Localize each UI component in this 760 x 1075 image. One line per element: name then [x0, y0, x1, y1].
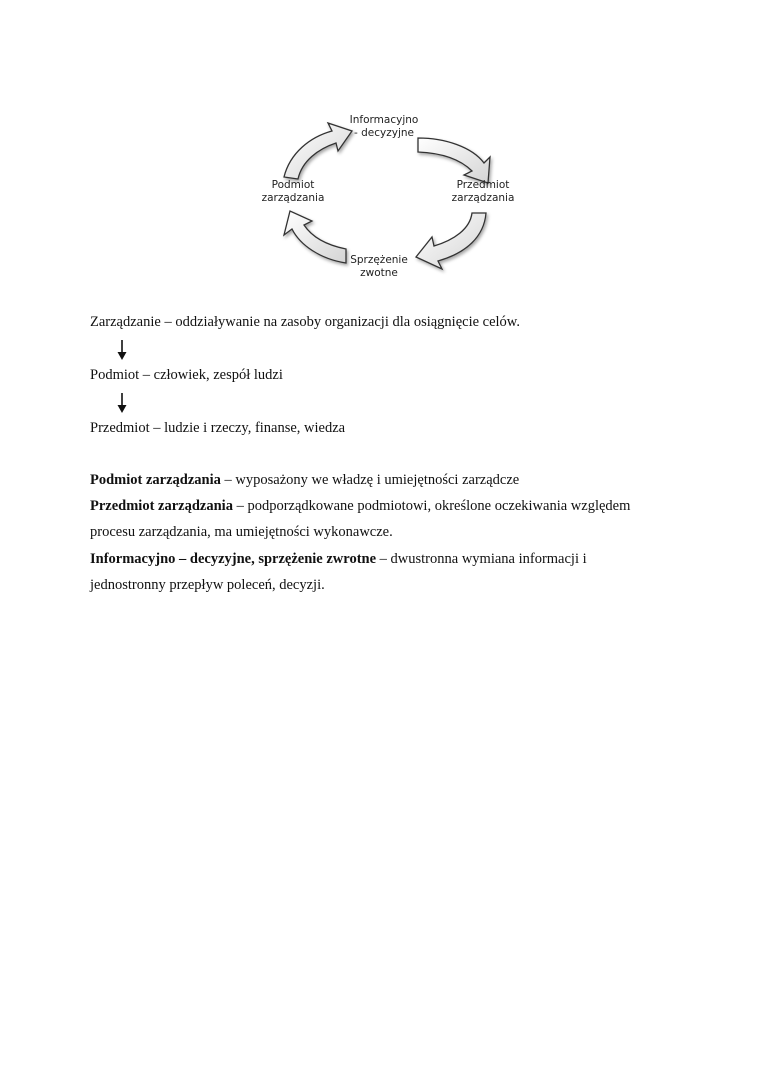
node-informacyjno-decyzyjne	[336, 114, 432, 140]
node-left-line2: zarządzania	[261, 192, 325, 204]
node-przedmiot-zarzadzania	[440, 179, 526, 205]
node-top-line2: - decyzyjne	[354, 127, 414, 139]
definition-text: – wyposażony we władzę i umiejętności zarządcze	[220, 472, 520, 488]
definition-term: Informacyjno – decyzyjne, sprzężenie zwrotne	[90, 551, 377, 567]
management-cycle-diagram	[240, 105, 520, 290]
intro-przedmiot-line: Przedmiot – ludzie i rzeczy, finanse, wiedza	[90, 420, 346, 436]
node-bottom-line2: zwotne	[360, 267, 398, 279]
node-right-line2: zarządzania	[451, 192, 515, 204]
node-top-line1: Informacyjno	[349, 114, 419, 126]
definition-term: Przedmiot zarządzania	[90, 498, 233, 514]
definition-przedmiot-zarzadzania	[90, 497, 710, 515]
intro-definition-line: Zarządzanie – oddziaływanie na zasoby organizacji dla osiągnięcie celów.	[90, 314, 520, 330]
node-left-line1: Podmiot	[271, 179, 315, 191]
arrow-right-bottom	[416, 213, 486, 269]
node-podmiot-zarzadzania	[250, 179, 336, 205]
down-arrow-icon	[116, 392, 128, 414]
definition-text-continuation: jednostronny przepływ poleceń, decyzji.	[90, 577, 325, 593]
definition-text-continuation: procesu zarządzania, ma umiejętności wykonawcze.	[90, 524, 393, 540]
definition-term: Podmiot zarządzania	[90, 472, 221, 488]
definition-podmiot-zarzadzania	[90, 471, 710, 489]
down-arrow-icon	[116, 339, 128, 361]
intro-podmiot-line: Podmiot – człowiek, zespół ludzi	[90, 367, 283, 383]
arrow-top-right	[418, 138, 490, 183]
node-bottom-line1: Sprzężenie	[350, 254, 408, 266]
definition-informacyjno-decyzyjne	[90, 550, 710, 568]
definition-text: – dwustronna wymiana informacji i	[376, 551, 587, 567]
node-right-line1: Przedmiot	[456, 179, 510, 191]
node-sprzezenie-zwrotne	[336, 254, 422, 280]
definition-text: – podporządkowane podmiotowi, określone oczekiwania względem	[232, 498, 631, 514]
